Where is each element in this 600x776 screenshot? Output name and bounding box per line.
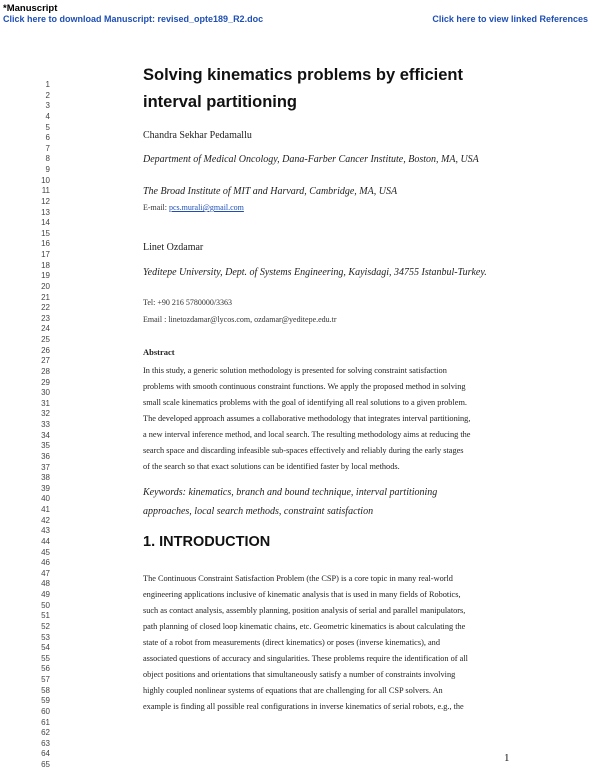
line-number: 15 — [41, 228, 50, 238]
line-number: 7 — [45, 143, 50, 153]
line-number: 35 — [41, 441, 50, 451]
line-number: 30 — [41, 388, 50, 398]
line-number: 3 — [45, 101, 50, 111]
line-number: 53 — [41, 632, 50, 642]
line-number: 32 — [41, 409, 50, 419]
line-number: 49 — [41, 590, 50, 599]
line-number: 58 — [41, 685, 50, 695]
line-number: 4 — [45, 111, 50, 121]
line-number: 14 — [41, 218, 50, 228]
line-number: 51 — [41, 611, 50, 621]
line-number: 16 — [41, 239, 50, 249]
text-line: search space and discarding infeasible sub-spaces effectively and reliably during the early stages — [143, 446, 464, 455]
line-number: 23 — [41, 313, 50, 323]
abstract-heading: Abstract — [143, 347, 175, 357]
email-label: E-mail: — [143, 203, 167, 212]
title-line: interval partitioning — [143, 93, 298, 111]
text-line: associated questions of accuracy and singularities. These problems require the identification of all — [143, 654, 468, 663]
text-line: state of a robot from measurements (direct kinematics) or poses (inverse kinematics), and — [143, 638, 440, 647]
line-number: 25 — [41, 335, 50, 344]
line-number: 45 — [41, 547, 50, 557]
line-number: 24 — [41, 324, 50, 334]
author2-affiliation: Yeditepe University, Dept. of Systems Engineering, Kayisdagi, 34755 Istanbul-Turkey. — [143, 267, 487, 278]
view-references-link[interactable]: Click here to view linked References — [432, 14, 588, 24]
line-number: 62 — [41, 728, 50, 738]
text-line: The developed approach assumes a collaborative methodology that integrates interval partitioning, — [143, 414, 471, 423]
author1-email-link[interactable]: pcs.murali@gmail.com — [169, 203, 244, 212]
line-number: 54 — [41, 643, 50, 653]
line-number: 39 — [41, 483, 50, 493]
text-line: highly coupled nonlinear systems of equations that are challenging for all CSP solvers. An — [143, 686, 443, 695]
abstract-body — [143, 363, 510, 475]
line-number: 18 — [41, 260, 50, 270]
line-number: 22 — [41, 303, 50, 313]
line-number: 29 — [41, 377, 50, 387]
text-line: example is finding all possible real configurations in inverse kinematics of serial robots, e.g., the — [143, 702, 464, 711]
text-line: The Continuous Constraint Satisfaction Problem (the CSP) is a core topic in many real-world — [143, 574, 453, 583]
line-number: 8 — [45, 154, 50, 164]
line-number: 38 — [41, 473, 50, 483]
line-number: 37 — [41, 462, 50, 472]
line-number: 52 — [41, 621, 50, 631]
text-line: a new interval inference method, and local search. The resulting methodology aims at reducing the — [143, 430, 471, 439]
paper-title — [143, 62, 483, 116]
text-line: engineering applications inclusive of kinematic analysis that is used in many fields of Robotics, — [143, 590, 461, 599]
line-number: 12 — [41, 196, 50, 206]
keywords — [143, 483, 510, 521]
line-number: 20 — [41, 281, 50, 291]
line-number: 17 — [41, 250, 50, 259]
line-number: 41 — [41, 505, 50, 514]
line-number: 46 — [41, 558, 50, 568]
line-number: 27 — [41, 356, 50, 366]
line-number: 19 — [41, 271, 50, 281]
manuscript-label: *Manuscript — [3, 3, 58, 14]
text-line: object positions and orientations that simultaneously satisfy a number of constraints involving — [143, 670, 456, 679]
line-number: 5 — [45, 122, 50, 132]
line-number: 44 — [41, 536, 50, 546]
line-number: 1 — [45, 80, 50, 89]
line-number: 40 — [41, 494, 50, 504]
line-number: 13 — [41, 207, 50, 217]
line-numbers — [30, 80, 50, 771]
keywords-line: Keywords: kinematics, branch and bound technique, interval partitioning — [143, 487, 438, 498]
line-number: 48 — [41, 579, 50, 589]
text-line: path planning of closed loop kinematic chains, etc. Geometric kinematics is about calculating the — [143, 622, 466, 631]
author2-tel: Tel: +90 216 5780000/3363 — [143, 298, 233, 307]
line-number: 6 — [45, 133, 50, 143]
line-number: 43 — [41, 526, 50, 536]
download-manuscript-link[interactable]: Click here to download Manuscript: revised_opte189_R2.doc — [3, 14, 264, 24]
line-number: 47 — [41, 568, 50, 578]
section-heading: 1. INTRODUCTION — [143, 534, 271, 550]
author1-name: Chandra Sekhar Pedamallu — [143, 130, 252, 141]
line-number: 59 — [41, 696, 50, 706]
page-number: 1 — [504, 752, 510, 764]
line-number: 9 — [45, 165, 50, 174]
line-number: 50 — [41, 600, 50, 610]
line-number: 56 — [41, 664, 50, 674]
line-number: 64 — [41, 749, 50, 759]
line-number: 34 — [41, 430, 50, 440]
text-line: In this study, a generic solution methodology is presented for solving constraint satisfaction — [143, 366, 447, 375]
line-number: 60 — [41, 706, 50, 716]
line-number: 10 — [41, 175, 50, 185]
line-number: 21 — [41, 292, 50, 302]
line-number: 61 — [41, 717, 50, 727]
introduction-body — [143, 571, 510, 715]
keywords-line: approaches, local search methods, constraint satisfaction — [143, 506, 374, 517]
author2-name: Linet Ozdamar — [143, 242, 204, 253]
text-line: small scale kinematics problems with the goal of identifying all real solutions to a given problem. — [143, 398, 467, 407]
author1-affiliation1: Department of Medical Oncology, Dana-Farber Cancer Institute, Boston, MA, USA — [143, 154, 479, 165]
line-number: 57 — [41, 675, 50, 684]
text-line: of the search so that exact solutions can be identified faster by local methods. — [143, 462, 400, 471]
line-number: 36 — [41, 451, 50, 461]
line-number: 31 — [41, 398, 50, 408]
line-number: 42 — [41, 515, 50, 525]
author1-affiliation2: The Broad Institute of MIT and Harvard, Cambridge, MA, USA — [143, 186, 398, 197]
text-line: such as contact analysis, assembly planning, position analysis of serial and parallel manipulators, — [143, 606, 466, 615]
line-number: 55 — [41, 653, 50, 663]
line-number: 33 — [41, 420, 50, 429]
text-line: problems with smooth continuous constraint functions. We apply the proposed method in solving — [143, 382, 466, 391]
author1-email-row — [143, 203, 244, 212]
line-number: 26 — [41, 345, 50, 355]
line-number: 63 — [41, 738, 50, 748]
title-line: Solving kinematics problems by efficient — [143, 66, 464, 84]
line-number: 28 — [41, 366, 50, 376]
line-number: 2 — [45, 90, 50, 100]
line-number: 11 — [41, 186, 50, 196]
author2-email: Email : linetozdamar@lycos.com, ozdamar@yeditepe.edu.tr — [143, 315, 337, 324]
line-number: 65 — [41, 760, 50, 769]
